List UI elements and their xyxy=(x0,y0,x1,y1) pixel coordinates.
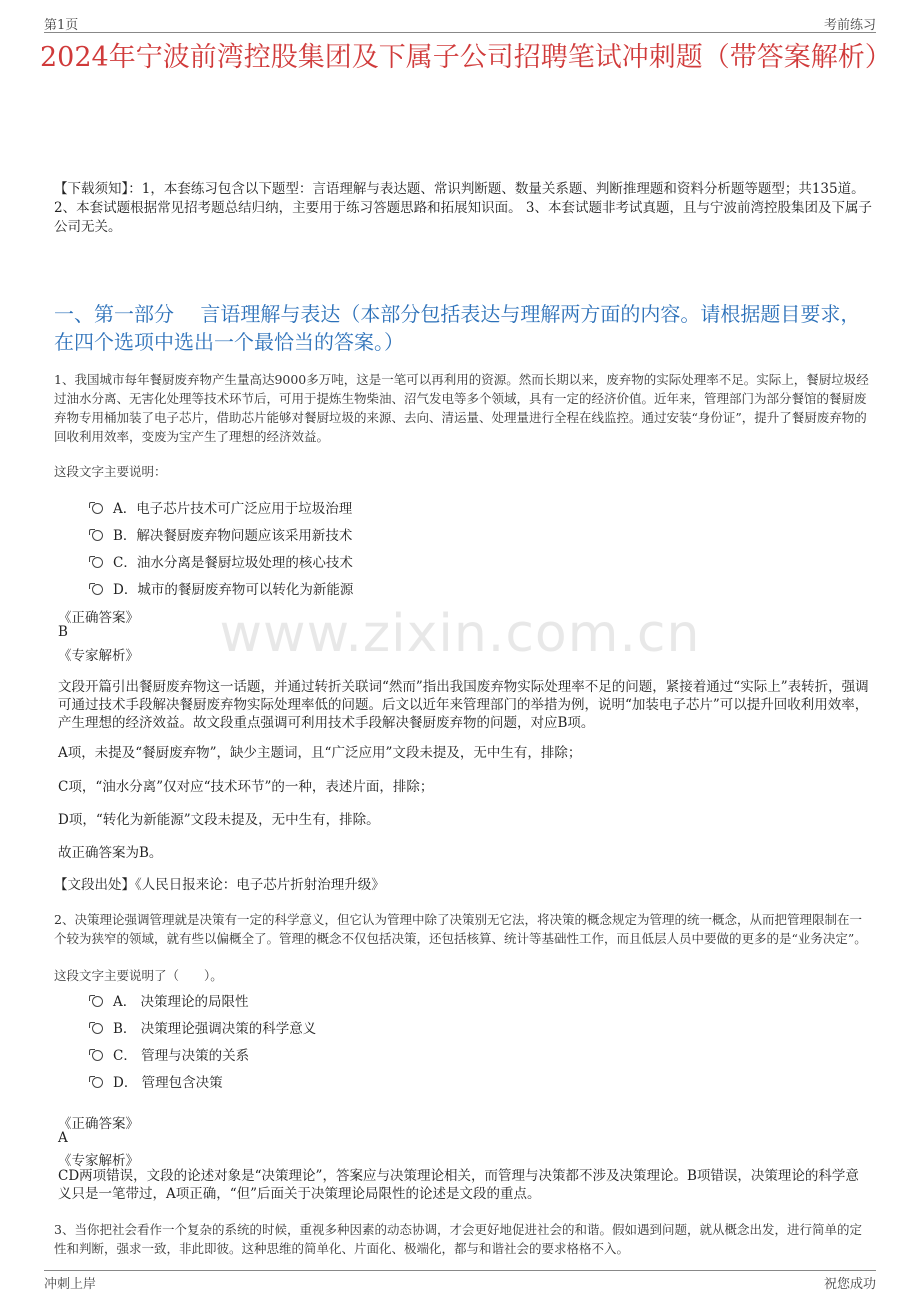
option-label: C． 管理与决策的关系 xyxy=(113,1048,250,1064)
question-1-option-a[interactable] xyxy=(92,497,352,517)
page-header xyxy=(44,12,876,33)
radio-icon[interactable] xyxy=(92,584,103,595)
option-label: B． 决策理论强调决策的科学意义 xyxy=(113,1021,317,1037)
question-2-option-a[interactable] xyxy=(92,990,249,1010)
option-label: A． 决策理论的局限性 xyxy=(113,994,249,1010)
question-2-answer-label: 《正确答案》 xyxy=(58,1116,139,1132)
radio-icon[interactable] xyxy=(92,996,103,1007)
radio-icon[interactable] xyxy=(92,557,103,568)
question-1-conclusion: 故正确答案为B。 xyxy=(58,845,163,861)
header-tag: 考前练习 xyxy=(823,18,876,33)
section-heading: 一、第一部分 言语理解与表达（本部分包括表达与理解两方面的内容。请根据题目要求，在四个选项中选出一个最恰当的答案。） xyxy=(54,302,861,354)
radio-icon[interactable] xyxy=(92,1023,103,1034)
question-2-option-b[interactable] xyxy=(92,1017,316,1037)
document-title: 2024年宁波前湾控股集团及下属子公司招聘笔试冲刺题（带答案解析） xyxy=(40,42,892,73)
question-1-stem: 这段文字主要说明： xyxy=(54,464,167,479)
question-2-option-d[interactable] xyxy=(92,1071,223,1091)
page-number: 第1页 xyxy=(44,18,79,33)
option-label: A．电子芯片技术可广泛应用于垃圾治理 xyxy=(113,501,353,517)
option-label: D．城市的餐厨废弃物可以转化为新能源 xyxy=(113,582,354,598)
question-2-analysis: CD两项错误，文段的论述对象是“决策理论”，答案应与决策理论相关，而管理与决策都不涉及决策理论。B项错误，决策理论的科学意义只是一笔带过，A项正确，“但”后面关于决策理论局限性的论述是文段的重点。 xyxy=(58,1168,859,1202)
page-footer xyxy=(44,1270,876,1291)
question-1-answer-label: 《正确答案》 xyxy=(58,610,139,626)
question-1-answer: B xyxy=(58,624,68,640)
question-1-note-c: C项，“油水分离”仅对应“技术环节”的一种，表述片面，排除； xyxy=(58,779,434,795)
footer-left: 冲刺上岸 xyxy=(44,1277,97,1292)
question-3-text: 3、当你把社会看作一个复杂的系统的时候，重视多种因素的动态协调，才会更好地促进社会的和谐。假如遇到问题，就从概念出发，进行简单的定性和判断，强求一致，非此即彼。这种思维的简单化、片面化、极端化，都与和谐社会的要求格格不入。 xyxy=(54,1222,862,1256)
option-label: B．解决餐厨废弃物问题应该采用新技术 xyxy=(113,528,353,544)
question-1-text: 1、我国城市每年餐厨废弃物产生量高达9000多万吨，这是一笔可以再利用的资源。然而长期以来，废弃物的实际处理率不足。实际上，餐厨垃圾经过油水分离、无害化处理等技术环节后，可用于提炼生物柴油、沼气发电等多个领域，具有一定的经济价值。近年来，管理部门为部分餐馆的餐厨废弃物专用桶加装了电子芯片，借助芯片能够对餐厨垃圾的来源、去向、清运量、处理量进行全程在线监控。通过安装“身份证”，提升了餐厨废弃物的回收利用效率，变废为宝产生了理想的经济效益。 xyxy=(54,372,869,444)
question-2-text: 2、决策理论强调管理就是决策有一定的科学意义，但它认为管理中除了决策别无它法，将决策的概念规定为管理的统一概念，从而把管理限制在一个较为狭窄的领域，就有些以偏概全了。管理的概念不仅包括决策，还包括核算、统计等基础性工作，而且低层人员中要做的更多的是“业务决定”。 xyxy=(54,912,867,946)
question-1-option-d[interactable] xyxy=(92,578,353,598)
question-1-option-b[interactable] xyxy=(92,524,352,544)
question-2-stem: 这段文字主要说明了（ ）。 xyxy=(54,968,223,983)
option-label: C．油水分离是餐厨垃圾处理的核心技术 xyxy=(113,555,353,571)
radio-icon[interactable] xyxy=(92,1077,103,1088)
download-notice: 【下载须知】：1，本套练习包含以下题型：言语理解与表达题、常识判断题、数量关系题、判断推理题和资料分析题等题型；共135道。 2、本套试题根据常见招考题总结归纳，主要用于练习答题思路和拓展知识面。 3、本套试题非考试真题，且与宁波前湾控股集团及下属子公司无关。 xyxy=(54,181,872,235)
question-1-option-c[interactable] xyxy=(92,551,353,571)
question-1-note-d: D项，“转化为新能源”文段未提及，无中生有，排除。 xyxy=(58,812,380,828)
radio-icon[interactable] xyxy=(92,1050,103,1061)
question-1-source: 【文段出处】《人民日报来论：电子芯片折射治理升级》 xyxy=(54,877,385,893)
option-label: D． 管理包含决策 xyxy=(113,1075,223,1091)
question-1-note-a: A项，未提及“餐厨废弃物”，缺少主题词，且“广泛应用”文段未提及，无中生有，排除； xyxy=(58,745,582,761)
radio-icon[interactable] xyxy=(92,530,103,541)
watermark: www.zixin.com.cn xyxy=(219,604,701,664)
question-2-answer: A xyxy=(58,1130,68,1146)
footer-right: 祝您成功 xyxy=(823,1277,876,1292)
radio-icon[interactable] xyxy=(92,503,103,514)
question-2-analysis-label: 《专家解析》 xyxy=(58,1153,139,1169)
question-2-option-c[interactable] xyxy=(92,1044,249,1064)
question-1-analysis: 文段开篇引出餐厨废弃物这一话题，并通过转折关联词“然而”指出我国废弃物实际处理率不足的问题，紧接着通过“实际上”表转折，强调可通过技术手段解决餐厨废弃物实际处理率低的问题。后文以近年来管理部门的举措为例，说明“加装电子芯片”可以提升回收利用效率，产生理想的经济效益。故文段重点强调可利用技术手段解决餐厨废弃物的问题，对应B项。 xyxy=(58,679,869,731)
question-1-analysis-label: 《专家解析》 xyxy=(58,648,139,664)
